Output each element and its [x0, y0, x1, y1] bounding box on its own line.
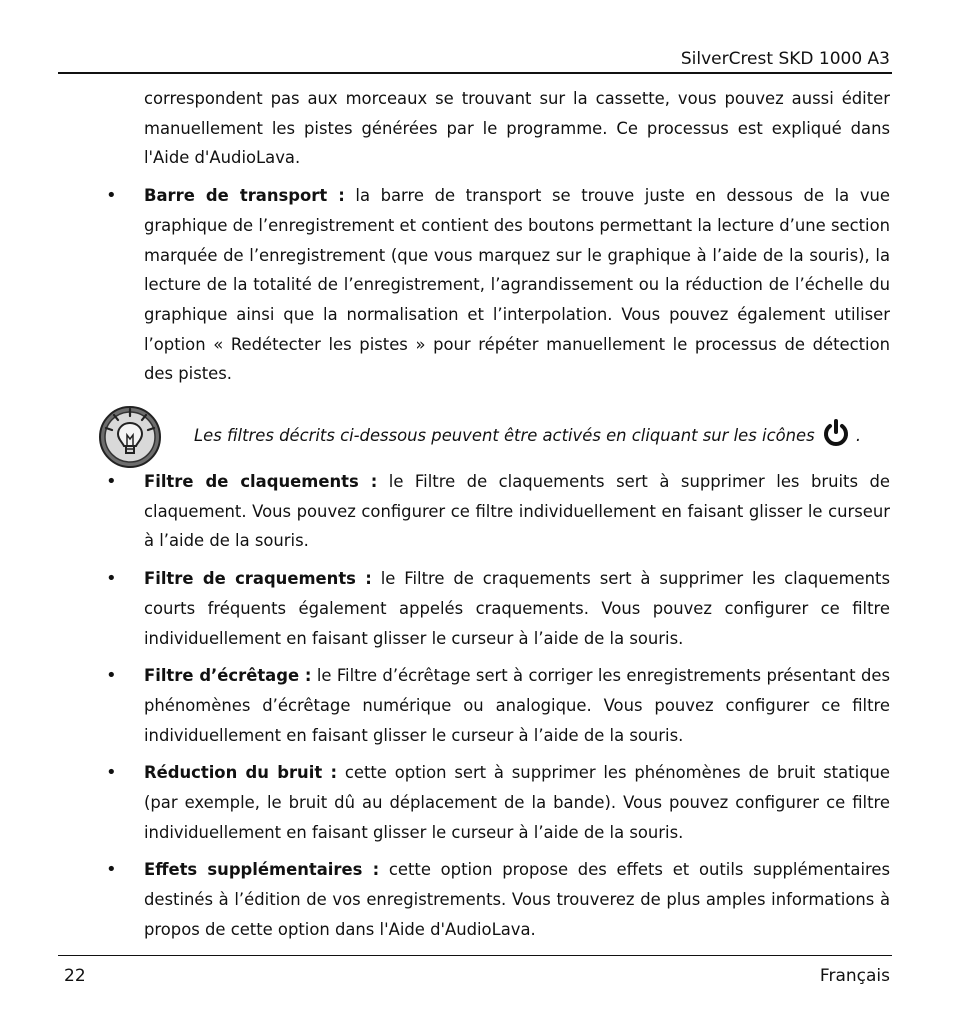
- list-item: [106, 564, 890, 653]
- item-text: le Filtre de claquements sert à supprimer les bruits de claquement. Vous pouvez configurer ce filtre individuellement en faisant glisser le curseur à l’aide de la souris.: [144, 472, 890, 551]
- continuation-paragraph: correspondent pas aux morceaux se trouvant sur la cassette, vous pouvez aussi éditer manuellement les pistes générées par le programme. Ce processus est expliqué dans l'Aide d'AudioLava.: [144, 89, 890, 168]
- item-term: Filtre de craquements :: [144, 569, 372, 589]
- item-term: Effets supplémentaires :: [144, 860, 380, 880]
- header-title: SilverCrest SKD 1000 A3: [680, 49, 890, 69]
- bullet-list-top: [106, 181, 890, 389]
- header-rule: [58, 72, 892, 74]
- footer-rule: [58, 955, 892, 956]
- list-item: [106, 467, 890, 556]
- note-trailing: .: [850, 426, 862, 446]
- bullet-icon: •: [106, 859, 117, 881]
- bullet-list-filters: [106, 467, 890, 945]
- note-text: Les filtres décrits ci-dessous peuvent être activés en cliquant sur les icônes: [194, 426, 815, 446]
- item-term: Filtre de claquements :: [144, 472, 378, 492]
- list-item: [106, 661, 890, 750]
- bullet-icon: •: [106, 665, 117, 687]
- item-text: cette option sert à supprimer les phénomènes de bruit statique (par exemple, le bruit dû au déplacement de la bande). Vous pouvez configurer ce filtre individuellement en faisant glisser le curseur à l’aide de la souris.: [144, 763, 890, 842]
- power-icon: [821, 418, 851, 448]
- bullet-icon: •: [106, 471, 117, 493]
- item-text: le Filtre de craquements sert à supprimer les claquements courts fréquents également appelés craquements. Vous pouvez configurer ce filtre individuellement en faisant glisser le curseur à l’aide de la souris.: [144, 569, 890, 648]
- list-item: [106, 181, 890, 389]
- footer-language: Français: [819, 966, 890, 986]
- item-term: Barre de transport :: [144, 186, 345, 206]
- page-number: 22: [64, 966, 86, 986]
- bullet-icon: •: [106, 762, 117, 784]
- list-item: [106, 758, 890, 847]
- lightbulb-icon: [96, 401, 168, 471]
- page-body: [106, 84, 890, 945]
- note-text-line: [194, 421, 861, 452]
- item-text: le Filtre d’écrêtage sert à corriger les enregistrements présentant des phénomènes d’écrêtage numérique ou analogique. Vous pouvez configurer ce filtre individuellement en faisant glisser le curseur à l’aide de la souris.: [144, 666, 890, 745]
- note-box: [144, 399, 890, 465]
- bullet-icon: •: [106, 568, 117, 590]
- bullet-icon: •: [106, 185, 117, 207]
- item-term: Filtre d’écrêtage :: [144, 666, 312, 686]
- item-term: Réduction du bruit :: [144, 763, 338, 783]
- list-item: [106, 855, 890, 944]
- item-text: cette option propose des effets et outils supplémentaires destinés à l’édition de vos enregistrements. Vous trouverez de plus amples informations à propos de cette option dans l'Aide d'AudioLava.: [144, 860, 890, 939]
- item-text: la barre de transport se trouve juste en dessous de la vue graphique de l’enregistrement et contient des boutons permettant la lecture d’une section marquée de l’enregistrement (que vous marquez sur le graphique à l’aide de la souris), la lecture de la totalité de l’enregistrement, l’agrandissement ou la réduction de l’échelle du graphique ainsi que la normalisation et l’interpolation. Vous pouvez également utiliser l’option « Redétecter les pistes » pour répéter manuellement le processus de détection des pistes.: [144, 186, 890, 384]
